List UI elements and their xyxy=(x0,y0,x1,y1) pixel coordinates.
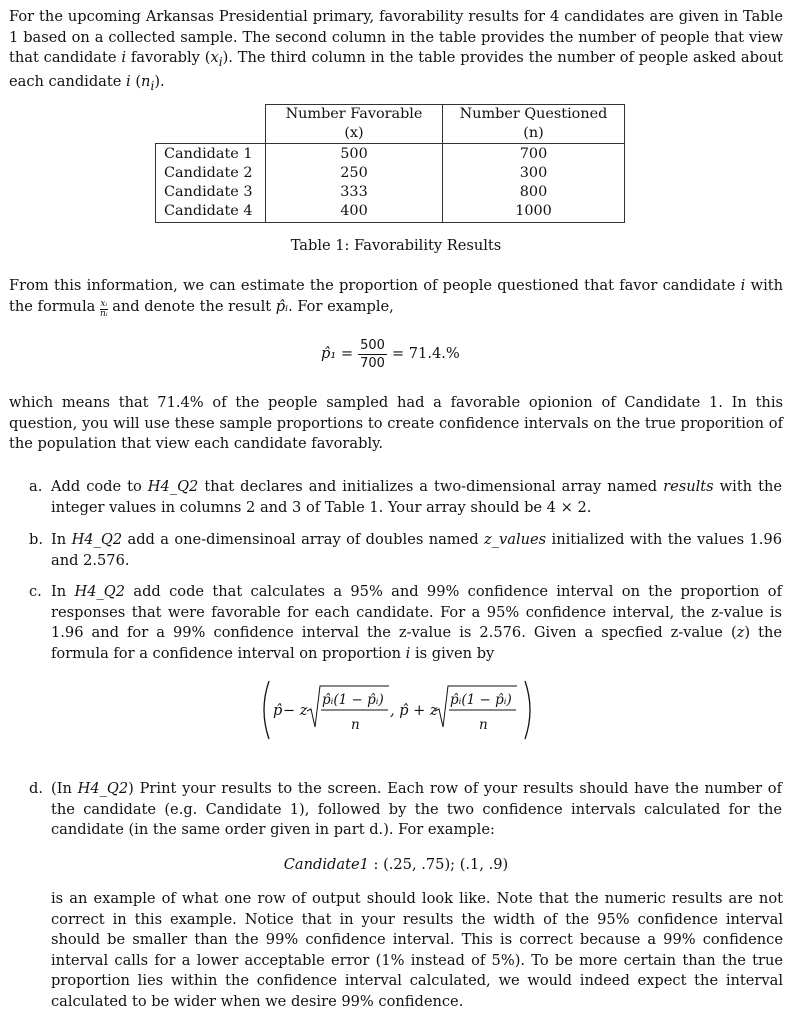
code-name: H4_Q2 xyxy=(77,780,129,797)
item-text-part: add a one-dimensinoal array of doubles named xyxy=(122,531,485,548)
item-text-part: is given by xyxy=(410,644,495,662)
item-text-part: Add code to xyxy=(51,478,148,495)
fraction-denominator: nᵢ xyxy=(99,308,108,319)
fraction-numerator: 500 xyxy=(360,338,385,353)
closing-paragraph: is an example of what one row of output should look like. Note that the numeric results are not correct in this example. Notice that in your results the width of the 95% confidence interval should be smaller than the 99% confidence interval. This is correct because a 99% confidence interval calls for a lower acceptable error (1% instead of 5%). To be more certain than the true proportion lies within the confidence interval calculated, we would indeed expect the interval calculated to be wider when we desire 99% confidence. xyxy=(51,890,783,1010)
intro-text: ). xyxy=(154,73,165,91)
item-text xyxy=(51,582,782,664)
example-candidate-label: Candidate1 xyxy=(283,856,369,873)
example-output-equation xyxy=(9,855,783,876)
list-item xyxy=(29,477,782,518)
inline-fraction xyxy=(100,300,108,319)
formula-paragraph xyxy=(9,276,783,319)
list-item xyxy=(29,582,782,664)
fraction-numerator: xᵢ xyxy=(100,298,108,309)
item-text-part: initialized with the values 1.96 and 2.576. xyxy=(51,531,782,569)
equation-lhs: p̂₁ = xyxy=(321,345,354,363)
table-row xyxy=(156,202,625,223)
intro-text: For the upcoming Arkansas Presidential primary, favorability results for 4 candidates are given in Table 1 based on a collected sample. The second column in the table provides the number of people that view that candidate xyxy=(9,8,783,66)
left-paren xyxy=(264,681,269,739)
intro-var-sub: i xyxy=(150,79,155,94)
table-cell: Candidate 2 xyxy=(156,164,266,183)
intro-var-n: n xyxy=(141,73,151,91)
table-header-row xyxy=(156,105,625,144)
code-name: H4_Q2 xyxy=(74,583,126,600)
table-row xyxy=(156,164,625,183)
var-z: z xyxy=(736,624,745,641)
var-i: i xyxy=(405,644,411,662)
table-header-cell: Number Favorable (x) xyxy=(266,105,443,144)
item-text xyxy=(51,477,782,518)
para-text: . For example, xyxy=(288,297,394,315)
intro-var-sub: i xyxy=(218,54,223,69)
table-cell: 800 xyxy=(443,183,625,202)
para-text: with the formula xyxy=(9,277,784,315)
confidence-interval-formula xyxy=(259,677,559,743)
table-row xyxy=(156,183,625,202)
example-equation xyxy=(321,337,460,372)
sqrt-numerator: p̂ᵢ(1 − p̂ᵢ) xyxy=(450,692,512,708)
sqrt-denominator: n xyxy=(479,717,488,733)
table-cell: 250 xyxy=(266,164,443,183)
table-cell: Candidate 1 xyxy=(156,144,266,165)
table-cell: Candidate 3 xyxy=(156,183,266,202)
para-text: From this information, we can estimate the proportion of people questioned that favor candidate xyxy=(9,277,741,294)
intro-text: favorably ( xyxy=(126,49,211,66)
example-intervals: : (.25, .75); (.1, .9) xyxy=(368,856,509,873)
table-cell: 500 xyxy=(266,144,443,165)
table-cell: 333 xyxy=(266,183,443,202)
array-name: results xyxy=(663,478,714,495)
item-text-part: add code that calculates a 95% and 99% confidence interval on the proportion of responses that were favorable for each candidate. For a 95% confidence interval, the z-value is 1.96 and for a 99% confidence interval the z-value is 2.576. Given a specfied z-value ( xyxy=(51,583,782,641)
item-text-part: with the integer values in columns 2 and 3 of Table 1. Your array should be 4 × 2. xyxy=(51,478,782,516)
list-item xyxy=(29,779,782,841)
intro-paragraph xyxy=(9,7,783,97)
para-text: and denote the result xyxy=(107,297,276,315)
item-text-part: that declares and initializes a two-dimensional array named xyxy=(198,478,664,495)
eq-plus-z: , p̂ + z xyxy=(390,703,438,719)
table-header-cell: Number Questioned (n) xyxy=(443,105,625,144)
intro-var-i: i xyxy=(121,49,127,66)
array-name: z_values xyxy=(484,531,547,548)
sqrt-numerator: p̂ᵢ(1 − p̂ᵢ) xyxy=(322,692,384,708)
right-paren xyxy=(525,681,530,739)
item-text-part: (In xyxy=(51,780,78,797)
var-i: i xyxy=(740,277,746,294)
favorability-table-wrap xyxy=(155,104,625,223)
code-name: H4_Q2 xyxy=(71,531,123,548)
item-label: b. xyxy=(29,531,43,548)
explanation-paragraph: which means that 71.4% of the people sampled had a favorable opionion of Candidate 1. In this question, you will use these sample proportions to create confidence intervals on the true proporition of the population that view each candidate favorably. xyxy=(9,394,783,452)
list-item xyxy=(29,530,782,571)
sqrt-denominator: n xyxy=(351,717,360,733)
item-text xyxy=(51,530,782,571)
item-label: d. xyxy=(29,780,43,797)
item-text-part: In xyxy=(51,531,72,548)
fraction-denominator: 700 xyxy=(360,356,385,371)
equation-fraction xyxy=(358,337,387,372)
var-phat: p̂ᵢ xyxy=(275,297,289,315)
item-text xyxy=(51,779,782,841)
table-cell: 700 xyxy=(443,144,625,165)
table-cell: 1000 xyxy=(443,202,625,223)
item-label: a. xyxy=(29,478,43,495)
item-text-part: ) the formula for a confidence interval on proportion xyxy=(51,624,783,662)
code-name: H4_Q2 xyxy=(147,478,199,495)
table-cell: Candidate 4 xyxy=(156,202,266,223)
item-label: c. xyxy=(29,583,42,600)
favorability-table xyxy=(155,104,625,223)
table-cell: 300 xyxy=(443,164,625,183)
intro-text: ( xyxy=(130,73,142,91)
eq-minus-z: − z xyxy=(283,703,308,719)
equation-rhs: = 71.4.% xyxy=(391,345,460,363)
table-caption: Table 1: Favorability Results xyxy=(290,237,502,254)
intro-var-i: i xyxy=(126,73,131,91)
table-cell: 400 xyxy=(266,202,443,223)
item-text-part: ) Print your results to the screen. Each row of your results should have the number of the candidate (e.g. Candidate 1), followed by the two confidence intervals calculated for the candidate (in the same order given in part d.). For example: xyxy=(51,780,782,838)
intro-var-x: x xyxy=(210,49,219,66)
eq-phat: p̂ xyxy=(273,703,283,719)
intro-text: ). The third column in the table provides the number of people asked about each candidate xyxy=(9,49,783,91)
table-header-cell xyxy=(156,105,266,144)
table-row xyxy=(156,144,625,165)
item-text-part: In xyxy=(51,583,75,600)
